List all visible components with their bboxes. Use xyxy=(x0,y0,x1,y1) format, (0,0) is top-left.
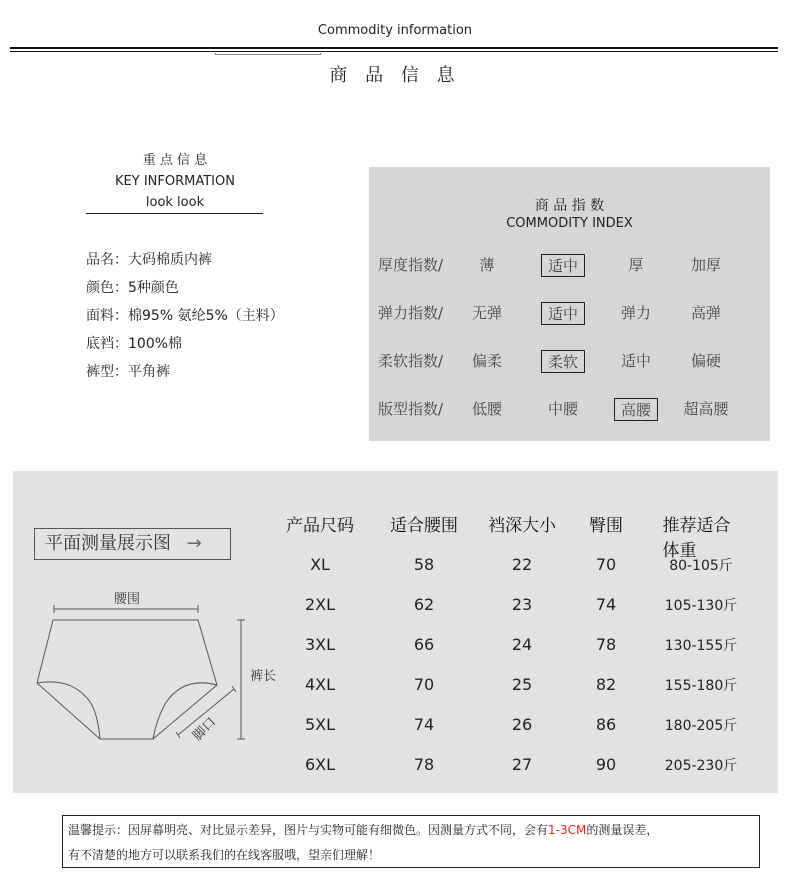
product-attribute: 颜色：5种颜色 xyxy=(86,280,179,296)
table-cell: 90 xyxy=(595,755,617,774)
table-header: 推荐适合体重 xyxy=(662,516,731,561)
table-cell: 180-205斤 xyxy=(664,718,738,734)
divider xyxy=(86,213,263,214)
index-label: 版型指数/ xyxy=(378,400,444,418)
table-cell: 78 xyxy=(413,755,435,774)
product-attribute: 底裆：100%棉 xyxy=(86,336,183,352)
table-cell: 74 xyxy=(413,715,435,734)
table-cell: 82 xyxy=(595,675,617,694)
table-cell: 80-105斤 xyxy=(669,558,733,574)
index-title-en: COMMODITY INDEX xyxy=(506,216,633,231)
table-cell: 74 xyxy=(595,595,617,614)
table-cell: 2XL xyxy=(304,595,336,614)
index-option: 适中 xyxy=(541,302,585,325)
notice-text: 温馨提示：因屏幕明亮、对比显示差异，图片与实物可能有细微色。因测量方式不同，会有 xyxy=(68,823,549,837)
table-cell: 130-155斤 xyxy=(664,638,738,654)
index-option: 薄 xyxy=(479,256,495,274)
size-section xyxy=(13,471,778,793)
index-option: 偏柔 xyxy=(471,352,503,370)
key-sub: look look xyxy=(145,195,205,210)
notice-highlight: 1-3CM xyxy=(548,823,587,837)
table-cell: 78 xyxy=(595,635,617,654)
table-cell: 70 xyxy=(413,675,435,694)
leg-label: 脚口 xyxy=(190,714,220,744)
underwear-diagram xyxy=(13,471,313,793)
divider xyxy=(10,47,778,49)
index-option: 中腰 xyxy=(547,400,579,418)
index-option: 无弹 xyxy=(471,304,503,322)
index-option: 加厚 xyxy=(690,256,722,274)
table-cell: 24 xyxy=(511,635,533,654)
table-header: 裆深大小 xyxy=(488,516,556,536)
table-cell: 155-180斤 xyxy=(664,678,738,694)
length-label: 裤长 xyxy=(250,669,277,684)
index-option: 柔软 xyxy=(541,350,585,373)
index-option: 弹力 xyxy=(620,304,652,322)
header-chinese: 商 品 信 息 xyxy=(329,65,461,86)
index-option: 偏硬 xyxy=(690,352,722,370)
table-cell: 3XL xyxy=(304,635,336,654)
divider xyxy=(215,53,321,55)
table-cell: 25 xyxy=(511,675,533,694)
index-option: 高弹 xyxy=(690,304,722,322)
table-cell: XL xyxy=(310,555,330,574)
table-cell: 4XL xyxy=(304,675,336,694)
table-cell: 58 xyxy=(413,555,435,574)
waist-label: 腰围 xyxy=(113,592,141,607)
key-info-heading xyxy=(86,150,264,213)
table-cell: 70 xyxy=(595,555,617,574)
index-option: 超高腰 xyxy=(683,400,729,418)
table-header: 臀围 xyxy=(589,516,623,536)
index-title-cn: 商 品 指 数 xyxy=(534,198,605,214)
key-title-cn: 重 点 信 息 xyxy=(142,153,208,168)
table-cell: 23 xyxy=(511,595,533,614)
product-attribute: 面料：棉95% 氨纶5%（主料） xyxy=(86,308,284,324)
index-option: 厚 xyxy=(628,256,644,274)
index-option: 高腰 xyxy=(614,398,658,421)
index-label: 厚度指数/ xyxy=(378,256,444,274)
commodity-index-panel xyxy=(369,167,770,441)
notice-line2: 有不清楚的地方可以联系我们的在线客服哦，望亲们理解！ xyxy=(68,848,381,862)
divider xyxy=(10,51,778,52)
table-header: 产品尺码 xyxy=(286,516,354,536)
notice-box xyxy=(62,815,760,868)
table-header: 适合腰围 xyxy=(390,516,458,536)
table-cell: 22 xyxy=(511,555,533,574)
index-option: 低腰 xyxy=(471,400,503,418)
header-english: Commodity information xyxy=(317,23,473,38)
product-attribute: 品名：大码棉质内裤 xyxy=(86,252,212,268)
table-cell: 6XL xyxy=(304,755,336,774)
table-cell: 66 xyxy=(413,635,435,654)
notice-text: 的测量误差， xyxy=(586,823,659,837)
index-option: 适中 xyxy=(620,352,652,370)
table-cell: 205-230斤 xyxy=(664,758,738,774)
table-cell: 105-130斤 xyxy=(664,598,738,614)
table-cell: 62 xyxy=(413,595,435,614)
table-cell: 27 xyxy=(511,755,533,774)
table-cell: 26 xyxy=(511,715,533,734)
index-label: 弹力指数/ xyxy=(378,304,444,322)
key-title-en: KEY INFORMATION xyxy=(115,174,235,189)
table-cell: 5XL xyxy=(304,715,336,734)
product-attribute: 裤型：平角裤 xyxy=(86,364,170,380)
index-option: 适中 xyxy=(541,254,585,277)
arrow-right-icon: → xyxy=(186,533,202,554)
index-label: 柔软指数/ xyxy=(378,352,444,370)
measure-label-text: 平面测量展示图 xyxy=(45,533,171,554)
table-cell: 86 xyxy=(595,715,617,734)
